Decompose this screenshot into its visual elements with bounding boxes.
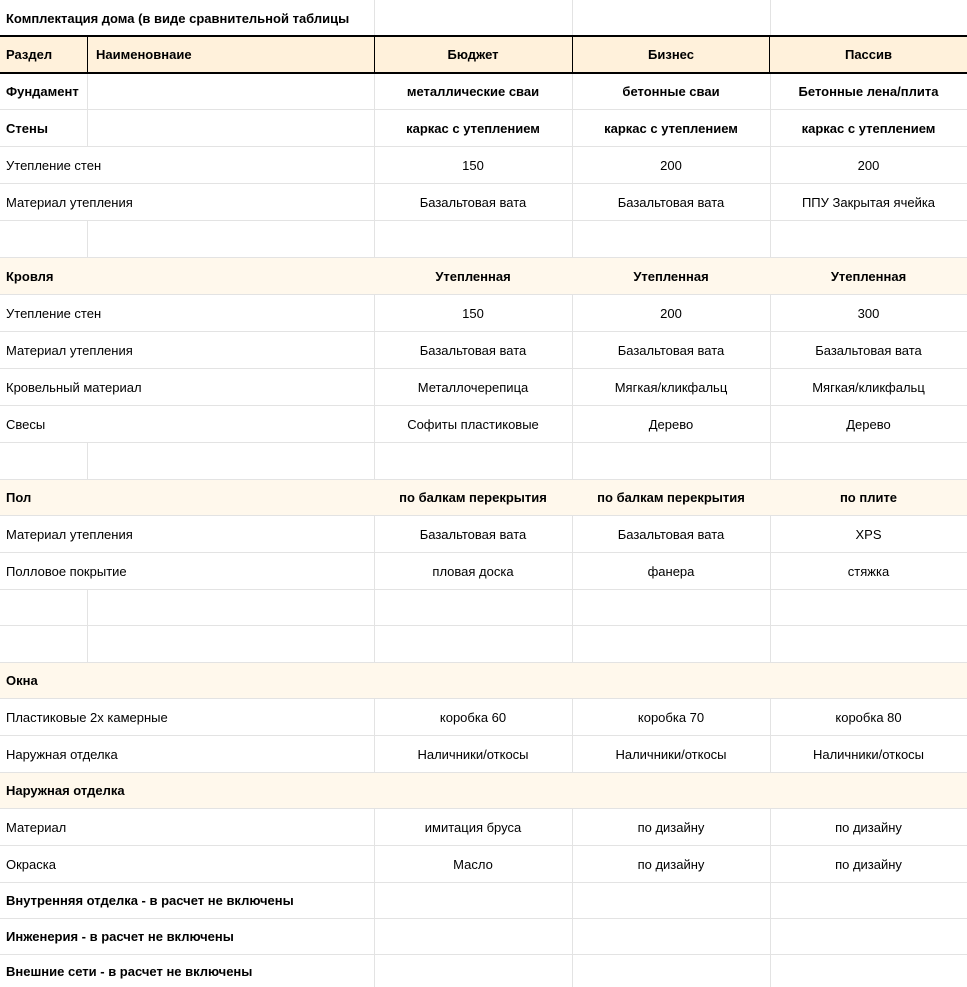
row-label: Фундамент xyxy=(6,84,79,99)
row-label: Материал xyxy=(6,819,67,835)
budget-value: 150 xyxy=(462,305,484,321)
table-row xyxy=(0,516,967,552)
row-label: Свесы xyxy=(6,416,46,432)
table-row xyxy=(0,553,967,589)
passive-value: каркас с утеплением xyxy=(801,121,936,136)
row-label: Утепление стен xyxy=(6,158,102,173)
business-value: Базальтовая вата xyxy=(617,526,725,542)
table-row xyxy=(0,295,967,331)
row-label: Стены xyxy=(6,121,48,136)
passive-value: 200 xyxy=(857,158,880,173)
budget-value: 150 xyxy=(462,158,484,173)
budget-value: Наличники/откосы xyxy=(417,746,529,762)
business-value: по дизайну xyxy=(637,856,705,872)
table-row xyxy=(0,406,967,442)
row-label: Утепление стен xyxy=(6,305,102,321)
business-value: Базальтовая вата xyxy=(617,342,725,358)
table-row xyxy=(0,147,967,184)
budget-value: Софиты пластиковые xyxy=(407,416,539,432)
header-section: Раздел xyxy=(6,47,53,62)
passive-value: по дизайну xyxy=(835,856,902,872)
passive-value: по плите xyxy=(839,490,898,505)
table-row xyxy=(0,332,967,368)
sheet-title: Комплектация дома (в виде сравнительной таблицы xyxy=(6,10,350,26)
passive-value: ППУ Закрытая ячейка xyxy=(801,195,936,210)
budget-value: Базальтовая вата xyxy=(419,342,527,358)
budget-value: имитация бруса xyxy=(424,819,522,835)
section-row xyxy=(0,258,967,294)
business-value: Базальтовая вата xyxy=(617,195,725,210)
business-value: 200 xyxy=(660,158,682,173)
table-row xyxy=(0,73,967,110)
business-value: каркас с утеплением xyxy=(604,121,738,136)
table-row xyxy=(0,883,967,918)
header-passive: Пассив xyxy=(844,47,893,62)
business-value: коробка 70 xyxy=(637,709,705,725)
budget-value: Базальтовая вата xyxy=(419,195,527,210)
header-name: Наименовнаие xyxy=(96,47,192,62)
table-row xyxy=(0,955,967,987)
row-label: Окраска xyxy=(6,856,56,872)
table-row xyxy=(0,736,967,772)
passive-value: коробка 80 xyxy=(835,709,902,725)
passive-value: стяжка xyxy=(847,563,890,579)
passive-value: Мягкая/кликфальц xyxy=(812,379,925,395)
table-row xyxy=(0,184,967,221)
header-row xyxy=(0,36,967,73)
business-value: Наличники/откосы xyxy=(615,746,727,762)
table-row xyxy=(0,809,967,845)
business-value: по дизайну xyxy=(637,819,705,835)
row-label: Материал утепления xyxy=(6,342,133,358)
table-row xyxy=(0,846,967,882)
table-row xyxy=(0,369,967,405)
row-label: Инженерия - в расчет не включены xyxy=(6,929,234,944)
row-label: Материал утепления xyxy=(6,526,133,542)
row-label: Внешние сети - в расчет не включены xyxy=(6,963,253,979)
section-label: Пол xyxy=(6,490,32,505)
header-business: Бизнес xyxy=(648,47,694,62)
passive-value: Наличники/откосы xyxy=(812,746,925,762)
table-row xyxy=(0,919,967,954)
budget-value: по балкам перекрытия xyxy=(399,490,547,505)
section-label: Окна xyxy=(6,673,38,688)
passive-value: Дерево xyxy=(846,416,891,432)
budget-value: каркас с утеплением xyxy=(406,121,540,136)
row-label: Внутренняя отделка - в расчет не включены xyxy=(6,893,294,908)
budget-value: коробка 60 xyxy=(439,709,507,725)
business-value: бетонные сваи xyxy=(622,84,720,99)
row-label: Наружная отделка xyxy=(6,746,118,762)
row-label: Кровельный материал xyxy=(6,379,142,395)
row-label: Пластиковые 2х камерные xyxy=(6,709,168,725)
business-value: фанера xyxy=(647,563,695,579)
passive-value: по дизайну xyxy=(835,819,902,835)
section-label: Кровля xyxy=(6,268,54,284)
section-row xyxy=(0,663,967,698)
passive-value: Утепленная xyxy=(830,268,907,284)
passive-value: XPS xyxy=(855,526,882,542)
row-label: Материал утепления xyxy=(6,195,133,210)
table-row xyxy=(0,699,967,735)
section-label: Наружная отделка xyxy=(6,783,125,798)
budget-value: Масло xyxy=(453,856,493,872)
budget-value: Металлочерепица xyxy=(417,379,529,395)
section-row xyxy=(0,773,967,808)
business-value: 200 xyxy=(660,305,682,321)
business-value: Утепленная xyxy=(633,268,709,284)
row-label: Полловое покрытие xyxy=(6,563,127,579)
section-row xyxy=(0,480,967,515)
business-value: по балкам перекрытия xyxy=(597,490,745,505)
business-value: Мягкая/кликфальц xyxy=(614,379,728,395)
budget-value: пловая доска xyxy=(432,563,514,579)
budget-value: Базальтовая вата xyxy=(419,526,527,542)
passive-value: 300 xyxy=(857,305,880,321)
business-value: Дерево xyxy=(648,416,694,432)
header-budget: Бюджет xyxy=(447,47,499,62)
passive-value: Базальтовая вата xyxy=(815,342,922,358)
budget-value: металлические сваи xyxy=(406,84,540,99)
passive-value: Бетонные лена/плита xyxy=(798,84,939,99)
table-row xyxy=(0,110,967,147)
title-row xyxy=(0,0,967,36)
budget-value: Утепленная xyxy=(435,268,511,284)
